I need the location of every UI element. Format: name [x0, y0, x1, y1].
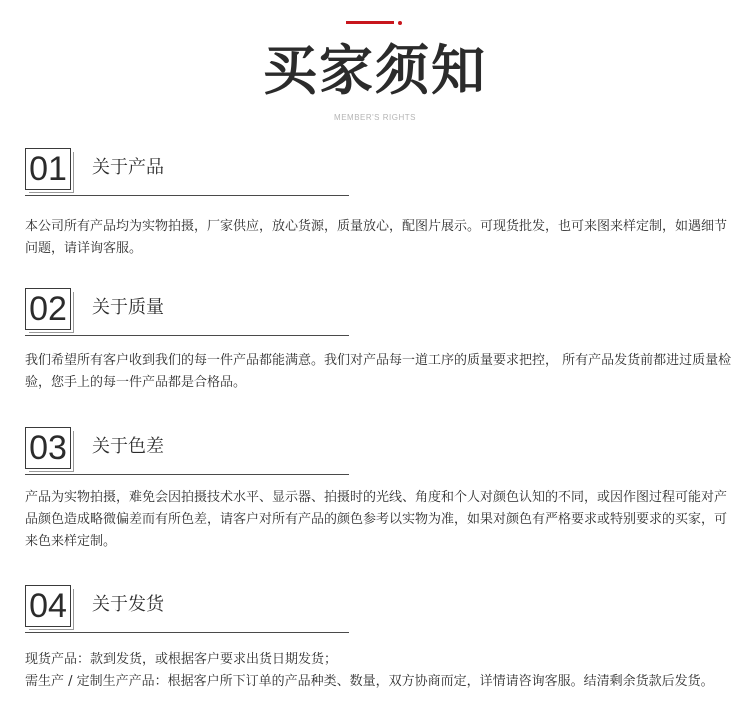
section-paragraph: 产品为实物拍摄，难免会因拍摄技术水平、显示器、拍摄时的光线、角度和个人对颜色认知的不同，或因作图过程可能对产品颜色造成略微偏差而有所色差，请客户对所有产品的颜色参考以实物为准，如果对颜色有严格要求或特别要求的买家，可来色来样定制。: [25, 490, 728, 549]
section-number-box: 01: [25, 148, 71, 190]
section-paragraph: 本公司所有产品均为实物拍摄，厂家供应，放心货源，质量放心，配图片展示。可现货批发，也可来图来样定制，如遇细节问题，请详询客服。: [25, 219, 728, 256]
section-number-box: 03: [25, 427, 71, 469]
section-title: 关于色差: [92, 436, 164, 457]
section-body: [25, 350, 735, 394]
section-paragraph: 现货产品：款到发货，或根据客户要求出货日期发货；: [25, 652, 338, 667]
section-title: 关于质量: [92, 297, 164, 318]
section-divider: [25, 632, 349, 633]
section-title: 关于发货: [92, 594, 164, 615]
section-paragraph: 需生产 / 定制生产产品：根据客户所下订单的产品种类、数量，双方协商而定，详情请咨询客服。结清剩余货款后发货。: [25, 674, 714, 689]
title-accent-bar: [346, 21, 394, 24]
section-divider: [25, 474, 349, 475]
section-paragraph: 我们希望所有客户收到我们的每一件产品都能满意。我们对产品每一道工序的质量要求把控， 所有产品发货前都进过质量检验，您手上的每一件产品都是合格品。: [25, 353, 732, 390]
page-subtitle: MEMBER'S RIGHTS: [334, 113, 416, 122]
section-body: [25, 649, 735, 693]
section-number-box: 02: [25, 288, 71, 330]
section-title: 关于产品: [92, 157, 164, 178]
section-body: [25, 216, 735, 260]
section-body: [25, 487, 735, 553]
section-number-box: 04: [25, 585, 71, 627]
title-accent-dot: [398, 21, 402, 25]
section-divider: [25, 195, 349, 196]
page-title: 买家须知: [263, 39, 487, 102]
section-divider: [25, 335, 349, 336]
